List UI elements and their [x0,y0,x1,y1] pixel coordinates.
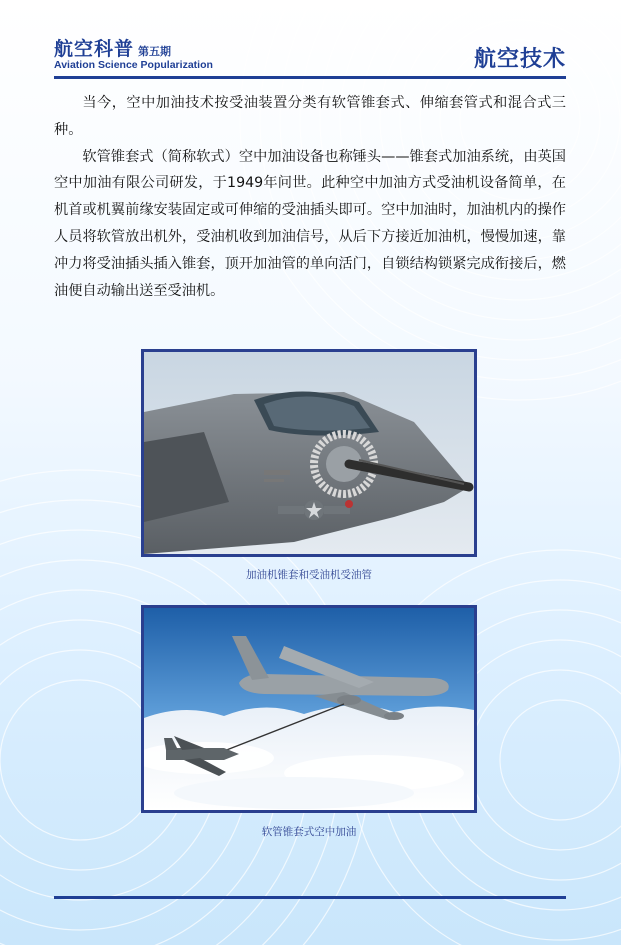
figure-air-refuelling-photo [141,605,477,813]
article-body [54,90,566,304]
figure-drogue-probe-photo [141,349,477,557]
paragraph: 软管锥套式（简称软式）空中加油设备也称锤头——锥套式加油系统，由英国空中加油有限公司研发，于1949年问世。此种空中加油方式受油机设备简单，在机首或机翼前缘安装固定或可伸缩的受油插头即可。空中加油时，加油机内的操作人员将软管放出机外，受油机收到加油信号，从后下方接近加油机，慢慢加速，靠冲力将受油插头插入锥套，顶开加油管的单向活门，自锁结构锁紧完成衔接后，燃油便自动输出送至受油机。 [54,148,566,299]
header-divider [54,76,566,79]
section-title: 航空技术 [473,47,566,72]
issue-label: 第五期 [138,45,172,58]
air-refuelling-illustration [144,608,474,810]
footer-divider [54,896,566,899]
paragraph: 当今，空中加油技术按受油装置分类有软管锥套式、伸缩套管式和混合式三种。 [54,95,566,138]
figure-caption: 加油机锥套和受油机受油管 [246,569,372,581]
brand-title-text: 航空科普 [54,38,135,60]
drogue-probe-illustration [144,352,474,554]
figure-caption: 软管锥套式空中加油 [261,826,357,838]
brand-subtitle: Aviation Science Popularization [54,59,213,71]
page-header [54,38,566,78]
